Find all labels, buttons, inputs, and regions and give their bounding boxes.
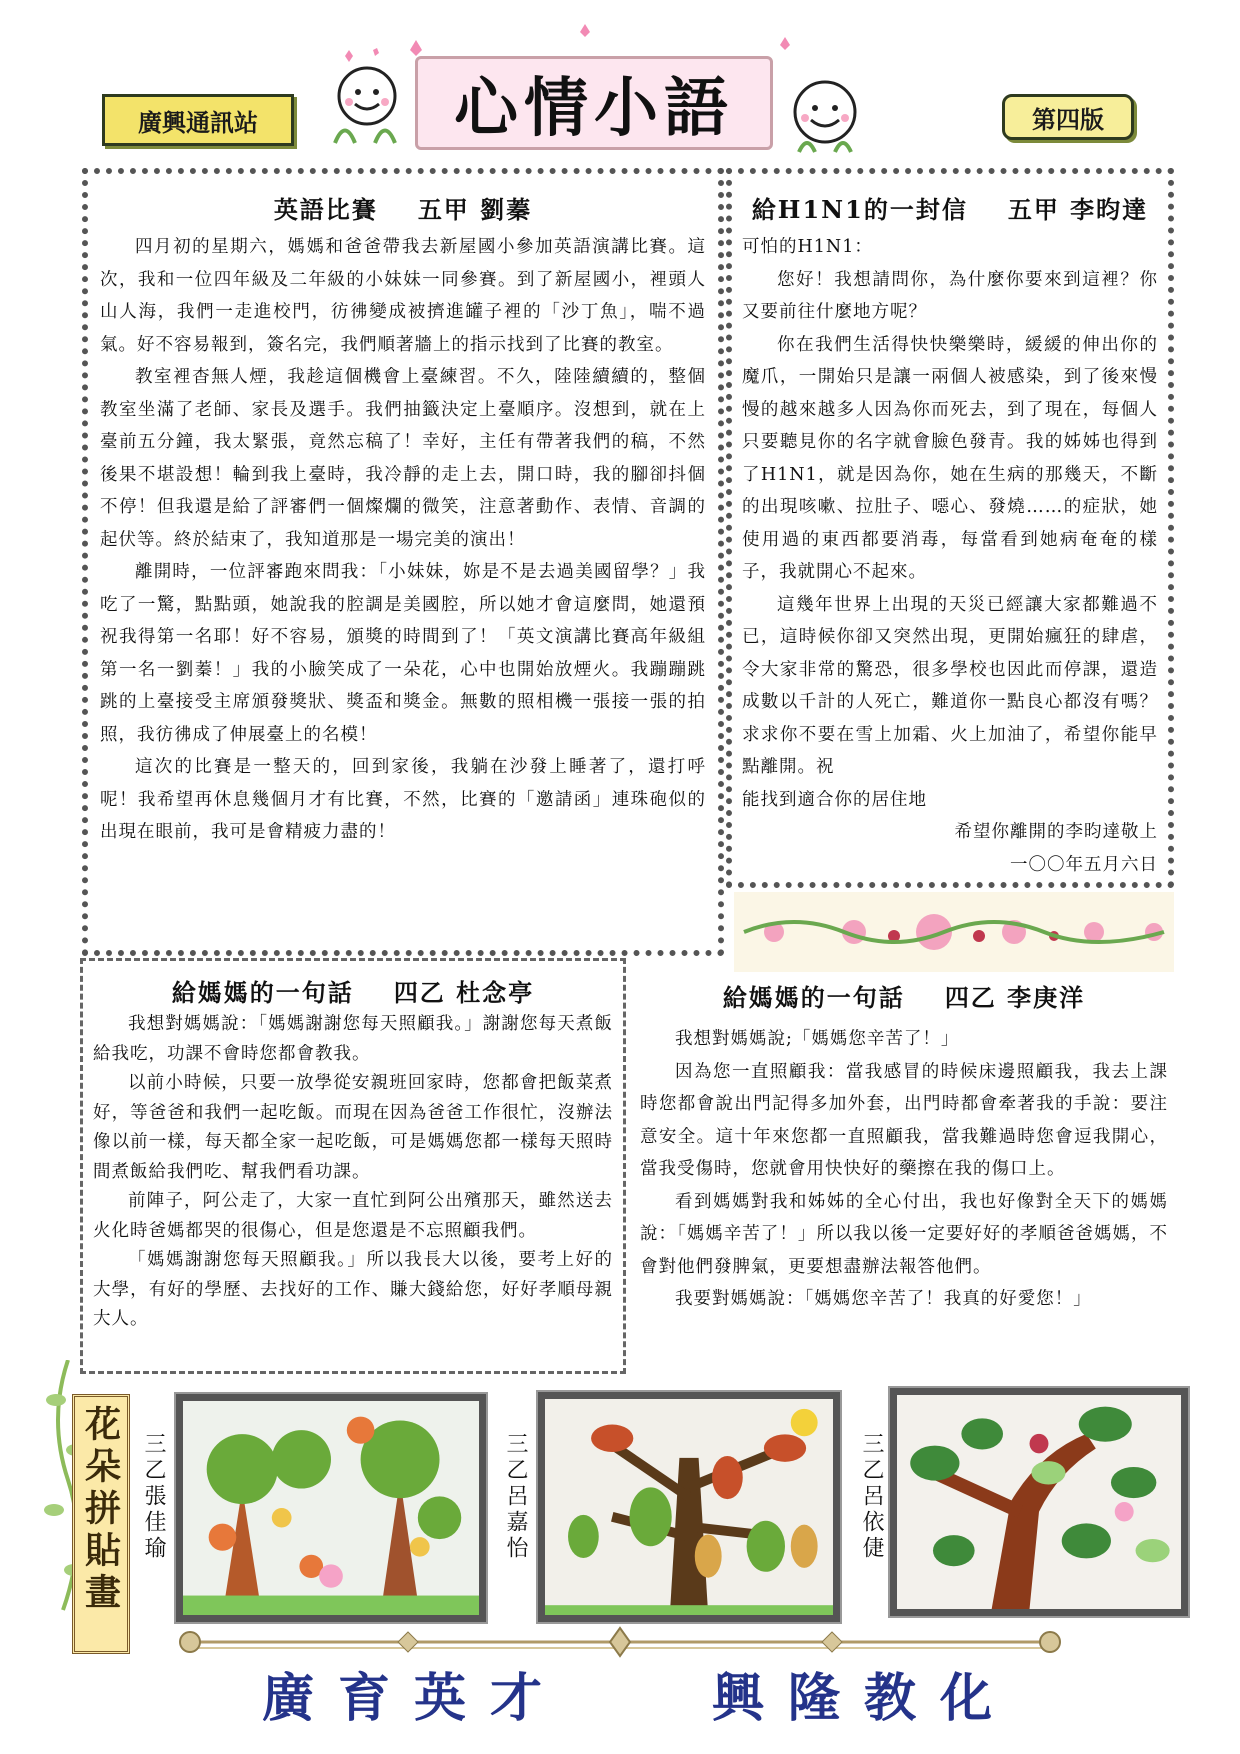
gallery-caption: 三乙呂嘉怡 xyxy=(503,1432,528,1562)
letter-signature: 希望你離開的李昀達敬上 xyxy=(954,822,1158,842)
page-number: 第四版 xyxy=(1032,105,1104,134)
article-paragraph: 「媽媽謝謝您每天照顧我。」所以我長大以後，要考上好的大學，有好的學歷、去找好的工作、賺大錢給您，好好孝順母親大人。 xyxy=(93,1250,613,1329)
article-paragraph: 前陣子，阿公走了，大家一直忙到阿公出殯那天，雖然送去火化時爸媽都哭的很傷心，但是您還是不忘照顧我們。 xyxy=(93,1191,613,1241)
letter-date: 一〇〇年五月六日 xyxy=(1010,854,1158,875)
heart-decoration-icon xyxy=(380,20,800,60)
article-paragraph: 教室裡杳無人煙，我趁這個機會上臺練習。不久，陸陸續續的，整個教室坐滿了老師、家長及選手。我們抽籤決定上臺順序。沒想到，就在上臺前五分鐘，我太緊張，竟然忘稿了！幸好，主任有帶著我們的稿，不然後果不堪設想！輪到我上臺時，我冷靜的走上去，開口時，我的腳卻抖個不停！但我還是給了評審們一個燦爛的微笑，注意著動作、表情、音調的起伏等。終於結束了，我知道那是一場完美的演出！ xyxy=(100,367,706,550)
article-title: 給媽媽的一句話 四乙 杜念亭 xyxy=(171,978,535,1007)
article-h1n1-letter xyxy=(726,168,1174,888)
smiley-face-icon xyxy=(785,74,865,154)
article-paragraph: 這幾年世界上出現的天災已經讓大家都難過不已，這時候你卻又突然出現，更開始瘋狂的肆虐，令大家非常的驚恐，很多學校也因此而停課，還造成數以千計的人死亡，難道你一點良心都沒有嗎？求求你不要在雪上加霜、火上加油了，希望你能早點離開。祝 xyxy=(742,594,1158,777)
article-title: 英語比賽 五甲 劉蓁 xyxy=(273,195,533,224)
article-paragraph: 我要對媽媽說：「媽媽您辛苦了！我真的好愛您！」 xyxy=(675,1289,1092,1309)
gallery-section-label xyxy=(72,1394,130,1654)
article-author: 五甲 劉蓁 xyxy=(417,195,533,224)
article-english-contest xyxy=(82,168,724,956)
motto-right: 興隆教化 xyxy=(712,1668,1017,1729)
article-paragraph: 這次的比賽是一整天的，回到家後，我躺在沙發上睡著了，還打呼呢！我希望再休息幾個月才有比賽，不然，比賽的「邀請函」連珠砲似的出現在眼前，我可是會精疲力盡的！ xyxy=(100,757,706,842)
smiley-face-icon xyxy=(325,48,405,148)
article-title: 給媽媽的一句話 四乙 李庚洋 xyxy=(722,983,1086,1012)
article-paragraph: 離開時，一位評審跑來問我：「小妹妹，妳是不是去過美國留學？」我吃了一驚，點點頭，她說我的腔調是美國腔，所以她才會這麼問，她還預祝我得第一名耶！好不容易，頒獎的時間到了！「英文演講比賽高年級組第一名一劉蓁！」我的小臉笑成了一朵花，心中也開始放煙火。我蹦蹦跳跳的上臺接受主席頒發獎狀、獎盃和獎金。無數的照相機一張接一張的拍照，我彷彿成了伸展臺上的名模！ xyxy=(100,562,706,745)
flower-border-decoration xyxy=(734,892,1174,972)
letter-greeting: 可怕的H1N1： xyxy=(742,237,873,257)
article-paragraph: 你在我們生活得快快樂樂時，緩緩的伸出你的魔爪，一開始只是讓一兩個人被感染，到了後來慢慢的越來越多人因為你而死去，到了現在，每個人只要聽見你的名字就會臉色發青。我的姊姊也得到了H1N1，就是因為你，她在生病的那幾天，不斷的出現咳嗽、拉肚子、噁心、發燒……的症狀，她使用過的東西都要消毒，每當看到她病奄奄的樣子，我就開心不起來。 xyxy=(742,334,1158,582)
collage-picture-2 xyxy=(538,1392,840,1622)
article-paragraph: 我想對媽媽說;「媽媽您辛苦了！」 xyxy=(675,1029,960,1049)
letter-closing: 能找到適合你的居住地 xyxy=(742,789,927,810)
gallery-caption: 三乙張佳瑜 xyxy=(141,1432,166,1562)
article-author: 四乙 李庚洋 xyxy=(944,983,1086,1012)
gallery-caption: 三乙呂依倢 xyxy=(859,1432,884,1562)
article-mom-b xyxy=(640,978,1168,1388)
collage-picture-3 xyxy=(890,1388,1188,1616)
page-title-box xyxy=(415,56,773,150)
article-paragraph: 以前小時候，只要一放學從安親班回家時，您都會把飯菜煮好，等爸爸和我們一起吃飯。而現在因為爸爸工作很忙，沒辦法像以前一樣，每天都全家一起吃飯，可是媽媽您都一樣每天照時間煮飯給我們吃、幫我們看功課。 xyxy=(93,1073,613,1182)
article-paragraph: 四月初的星期六，媽媽和爸爸帶我去新屋國小參加英語演講比賽。這次，我和一位四年級及二年級的小妹妹一同參賽。到了新屋國小，裡頭人山人海，我們一走進校門，彷彿變成被擠進罐子裡的「沙丁魚」，喘不過氣。好不容易報到，簽名完，我們順著牆上的指示找到了比賽的教室。 xyxy=(100,237,706,355)
article-paragraph: 您好！我想請問你，為什麼你要來到這裡？你又要前往什麼地方呢？ xyxy=(742,269,1158,322)
article-paragraph: 因為您一直照顧我：當我感冒的時候床邊照顧我，我去上課時您都會說出門記得多加外套，出門時都會牽著我的手說：要注意安全。這十年來您都一直照顧我，當我難過時您會逗我開心，當我受傷時，您就會用快快好的藥擦在我的傷口上。 xyxy=(640,1061,1168,1179)
article-author: 五甲 李昀達 xyxy=(1007,195,1149,224)
article-paragraph: 看到媽媽對我和姊姊的全心付出，我也好像對全天下的媽媽說：「媽媽辛苦了！」所以我以後一定要好好的孝順爸爸媽媽，不會對他們發脾氣，更要想盡辦法報答他們。 xyxy=(640,1191,1168,1277)
collage-picture-1 xyxy=(176,1394,486,1622)
gallery-label-text: 花朵拼貼畫 xyxy=(79,1405,122,1615)
motto-left: 廣育英才 xyxy=(262,1668,567,1729)
article-title: 給H1N1的一封信 五甲 李昀達 xyxy=(751,195,1149,224)
article-paragraph: 我想對媽媽說：「媽媽謝謝您每天照顧我。」謝謝您每天煮飯給我吃，功課不會時您都會教我。 xyxy=(93,1014,613,1064)
article-author: 四乙 杜念亭 xyxy=(393,978,535,1007)
article-mom-a xyxy=(80,958,626,1374)
newsletter-name: 廣興通訊站 xyxy=(138,108,258,137)
newsletter-name-tag xyxy=(102,94,294,146)
page-title: 心情小語 xyxy=(454,72,734,146)
page-number-tag xyxy=(1002,94,1134,140)
